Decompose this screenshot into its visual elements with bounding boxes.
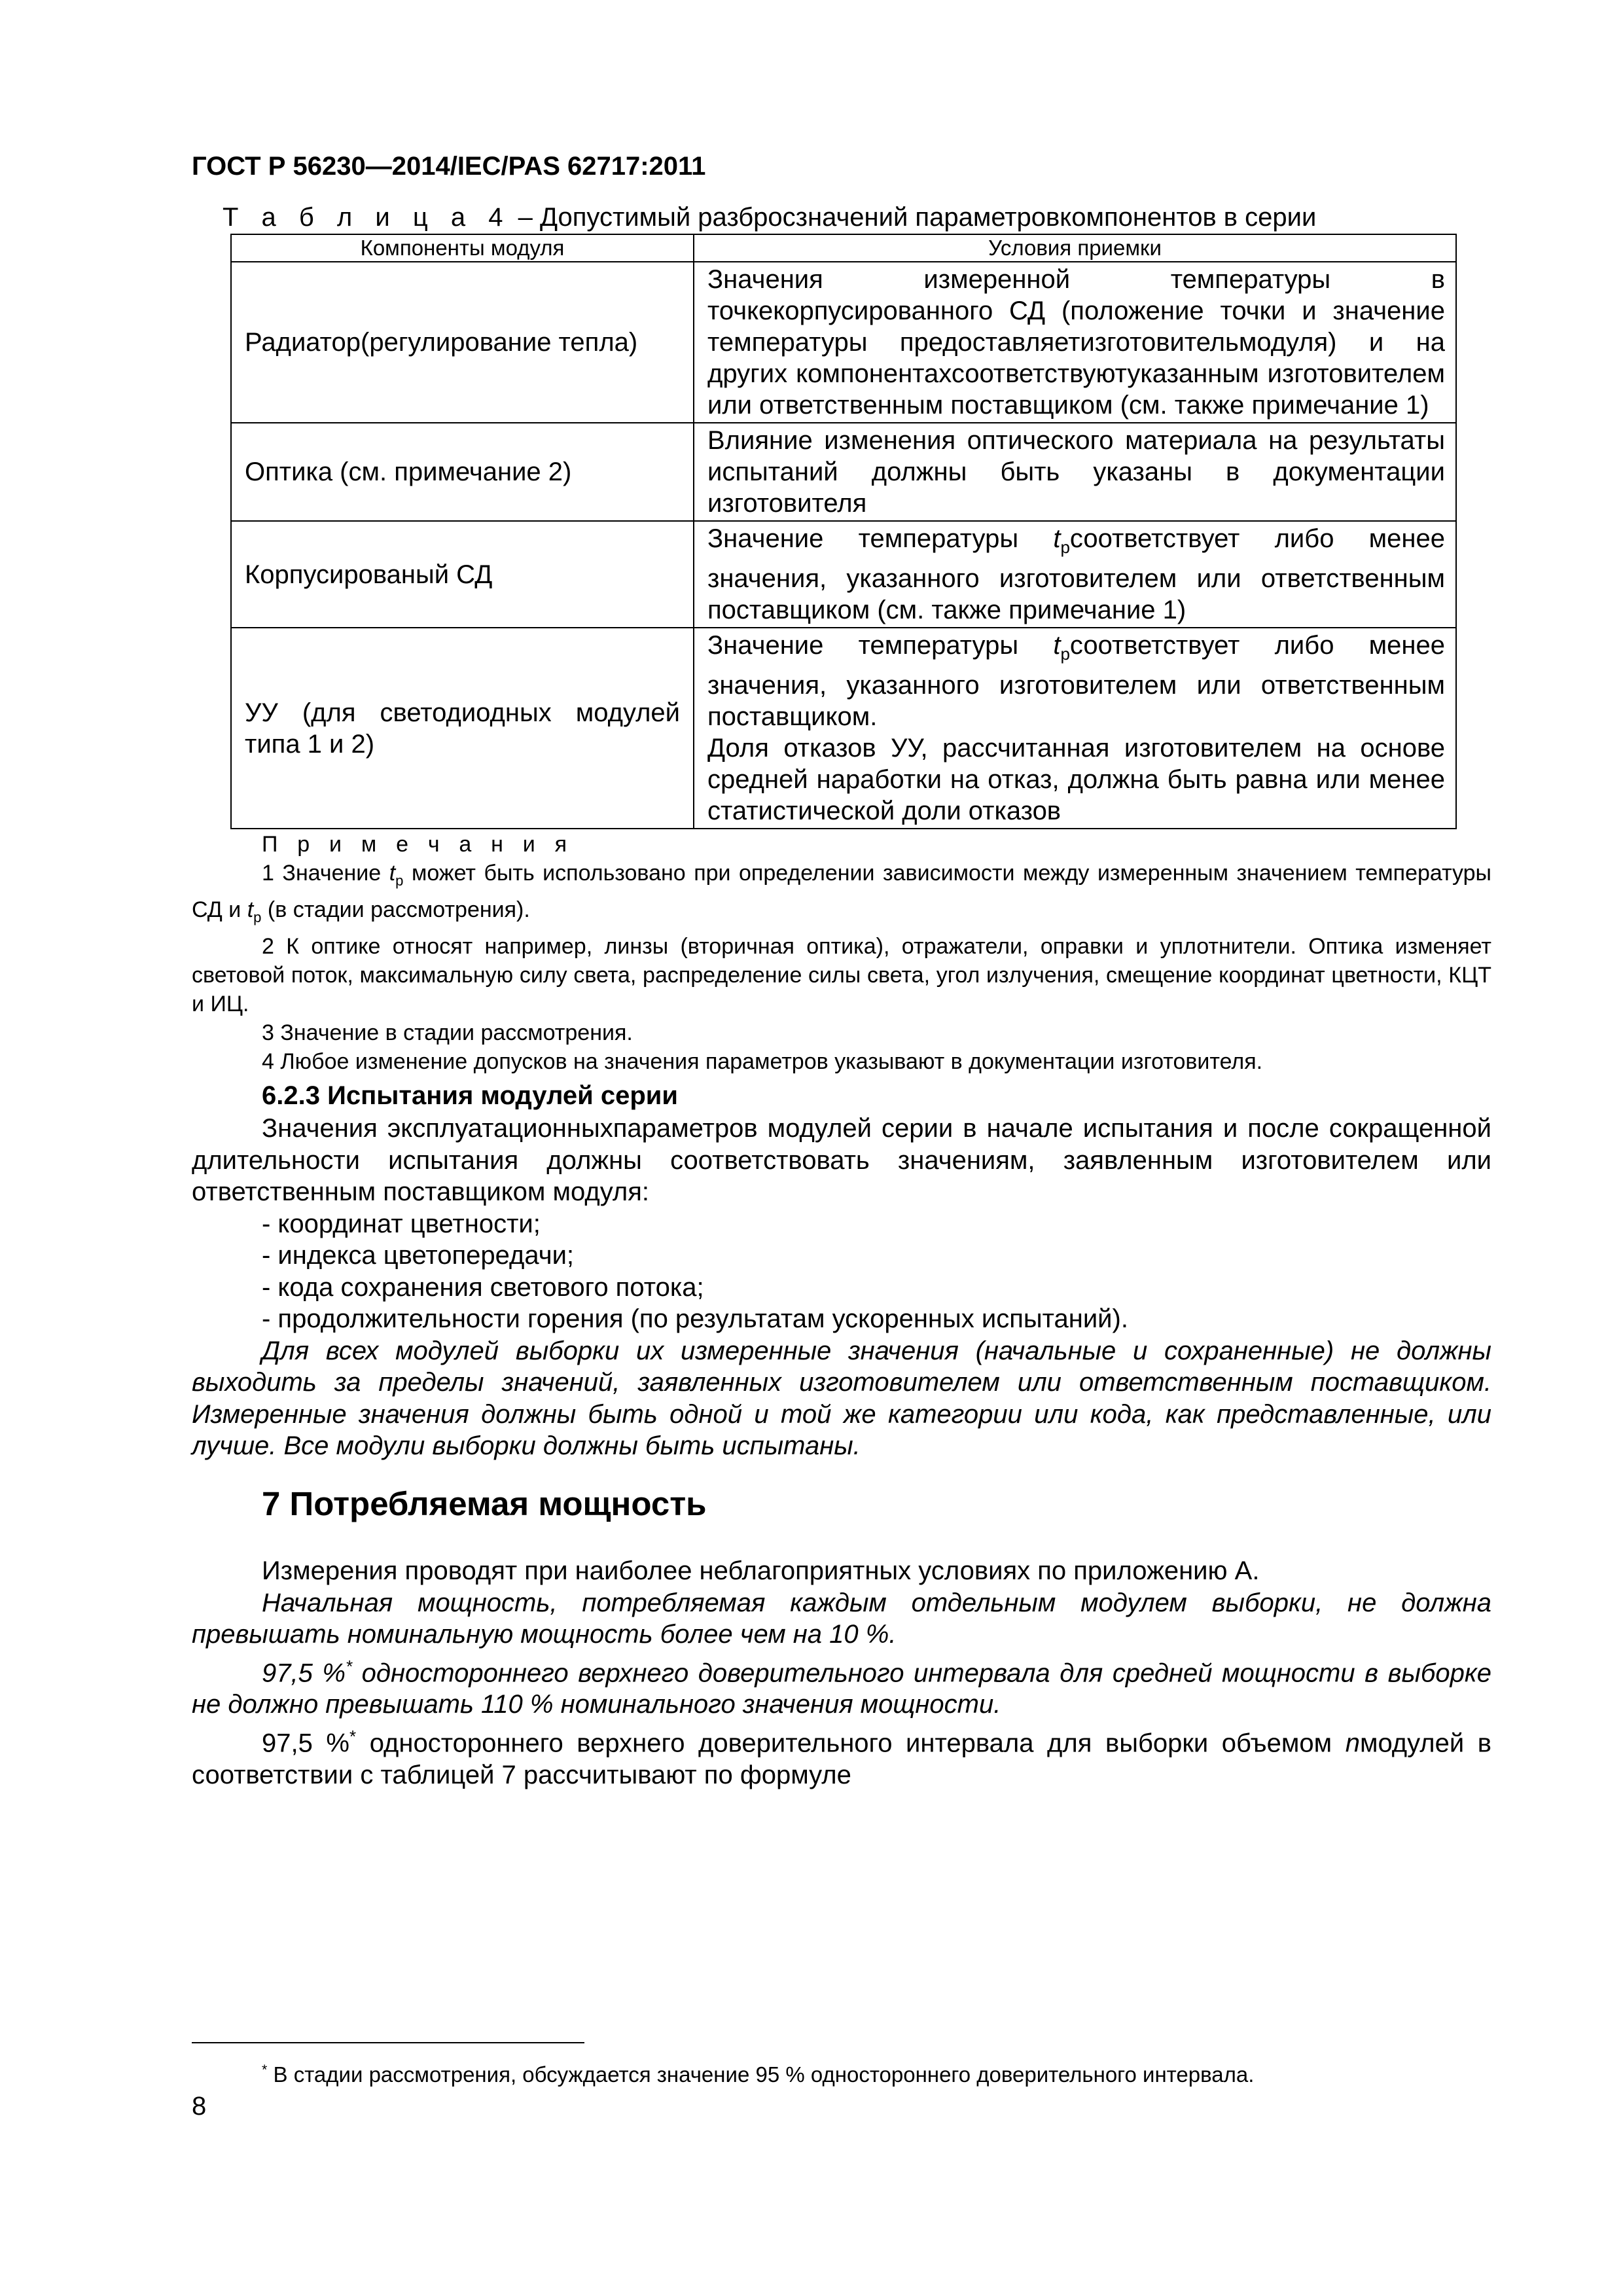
table-caption-label: Т а б л и ц а 4 <box>223 203 511 232</box>
paragraph: Значения эксплуатационныхпараметров модулей серии в начале испытания и после сокращенной длительности испытания должны соответствовать значениям, заявленным изготовителем или ответственным поставщиком модуля: <box>192 1114 1491 1206</box>
list-item: - индекса цветопередачи; <box>262 1241 575 1270</box>
footnote <box>262 2062 1254 2087</box>
footnote-mark: * <box>345 1656 353 1676</box>
symbol-t: t <box>1053 631 1061 660</box>
table-row <box>231 262 1456 423</box>
symbol-n: n <box>1345 1729 1360 1758</box>
paragraph-text: одностороннего верхнего доверительного интервала для средней мощности в выборке не должно превышать 110 % номинального значения мощности. <box>192 1658 1492 1719</box>
tolerance-table <box>230 234 1457 829</box>
symbol-t: t <box>389 861 396 886</box>
table-row <box>231 521 1456 628</box>
note-3: 3 Значение в стадии рассмотрения. <box>262 1020 633 1045</box>
table-cell-condition: Влияние изменения оптического материала на результаты испытаний должны быть указаны в документации изготовителя <box>694 423 1456 521</box>
table-caption <box>223 203 1316 232</box>
table-caption-text: – Допустимый разбросзначений параметровкомпонентов в серии <box>510 203 1317 232</box>
notes-title <box>192 830 1491 859</box>
table-header-conditions: Условия приемки <box>694 234 1456 262</box>
table-cell-component: Оптика (см. примечание 2) <box>231 423 694 521</box>
table-header-components: Компоненты модуля <box>231 234 694 262</box>
paragraph-text: одностороннего верхнего доверительного интервала для выборки объемом <box>356 1729 1346 1758</box>
footnote-mark: * <box>262 2062 268 2077</box>
note-1 <box>192 859 1491 932</box>
section-6-2-3-heading: 6.2.3 Испытания модулей серии <box>262 1081 678 1110</box>
list-item: - продолжительности горения (по результатам ускоренных испытаний). <box>262 1304 1128 1333</box>
note-text: может быть использовано при определении зависимости между измеренным значением температуры СД и <box>192 861 1491 922</box>
condition-text: Значение температуры <box>707 524 1054 553</box>
note-2: 2 К оптике относят например, линзы (вторичная оптика), отражатели, оправки и уплотнители. Оптика изменяет световой поток, максимальную силу света, распределение силы света, угол излучения, смещение координат цветности, КЦТ и ИЦ. <box>192 933 1491 1016</box>
symbol-sub: p <box>395 872 404 889</box>
section-6-2-3-body <box>192 1113 1491 1462</box>
table-row <box>231 423 1456 521</box>
footnote-text: В стадии рассмотрения, обсуждается значение 95 % одностороннего доверительного интервала. <box>267 2062 1255 2087</box>
list-item: - координат цветности; <box>262 1209 541 1238</box>
note-text: (в стадии рассмотрения). <box>261 897 530 922</box>
page-number: 8 <box>192 2092 207 2121</box>
table-cell-component: УУ (для светодиодных модулей типа 1 и 2) <box>231 628 694 829</box>
symbol-t: t <box>1053 524 1061 553</box>
paragraph: Начальная мощность, потребляемая каждым отдельным модулем выборки, не должна превышать номинальную мощность более чем на 10 %. <box>192 1588 1491 1649</box>
document-header: ГОСТ Р 56230—2014/IEC/PAS 62717:2011 <box>192 152 706 181</box>
notes-title-text: П р и м е ч а н и я <box>262 832 574 857</box>
symbol-sub: p <box>1060 644 1070 664</box>
paragraph-text: модулей в соответствии с таблицей 7 рассчитывают по формуле <box>192 1729 1492 1789</box>
section-7-body <box>192 1555 1491 1791</box>
note-4: 4 Любое изменение допусков на значения параметров указывают в документации изготовителя. <box>262 1049 1263 1074</box>
table-header-row <box>231 234 1456 262</box>
section-7-heading: 7 Потребляемая мощность <box>262 1485 707 1522</box>
paragraph: Для всех модулей выборки их измеренные значения (начальные и сохраненные) не должны выходить за пределы значений, заявленных изготовителем или ответственным поставщиком. Измеренные значения должны быть одной и той же категории или кода, как представленные, или лучше. Все модули выборки должны быть испытаны. <box>192 1336 1491 1460</box>
symbol-sub: p <box>253 908 262 925</box>
paragraph: Измерения проводят при наиболее неблагоприятных условиях по приложению А. <box>262 1556 1260 1585</box>
note-text: 1 Значение <box>262 861 389 886</box>
table-cell-condition <box>694 521 1456 628</box>
footnote-divider <box>192 2042 584 2043</box>
condition-text: соответствует либо менее значения, указанного изготовителем или ответственным поставщиком. <box>707 631 1445 731</box>
table-row <box>231 628 1456 829</box>
list-item: - кода сохранения светового потока; <box>262 1272 704 1302</box>
condition-text: Значение температуры <box>707 631 1054 660</box>
condition-text: Доля отказов УУ, рассчитанная изготовителем на основе средней наработки на отказ, должна быть равна или менее статистической доли отказов <box>707 734 1445 825</box>
table-cell-component: Корпусированый СД <box>231 521 694 628</box>
condition-text: соответствует либо менее значения, указанного изготовителем или ответственным поставщиком (см. также примечание 1) <box>707 524 1445 624</box>
paragraph <box>192 1651 1491 1721</box>
paragraph <box>192 1721 1491 1791</box>
footnote-mark: * <box>349 1726 357 1746</box>
paragraph-text: 97,5 % <box>262 1729 349 1758</box>
table-cell-condition: Значения измеренной температуры в точкекорпусированного СД (положение точки и значение температуры предоставляетизготовительмодуля) и на других компонентахсоответствуютуказанным изготовителем или ответственным поставщиком (см. также примечание 1) <box>694 262 1456 423</box>
table-cell-condition <box>694 628 1456 829</box>
symbol-t: t <box>247 897 254 922</box>
table-notes <box>192 830 1491 1076</box>
table-cell-component: Радиатор(регулирование тепла) <box>231 262 694 423</box>
paragraph-text: 97,5 % <box>262 1658 346 1687</box>
symbol-sub: p <box>1060 537 1070 557</box>
